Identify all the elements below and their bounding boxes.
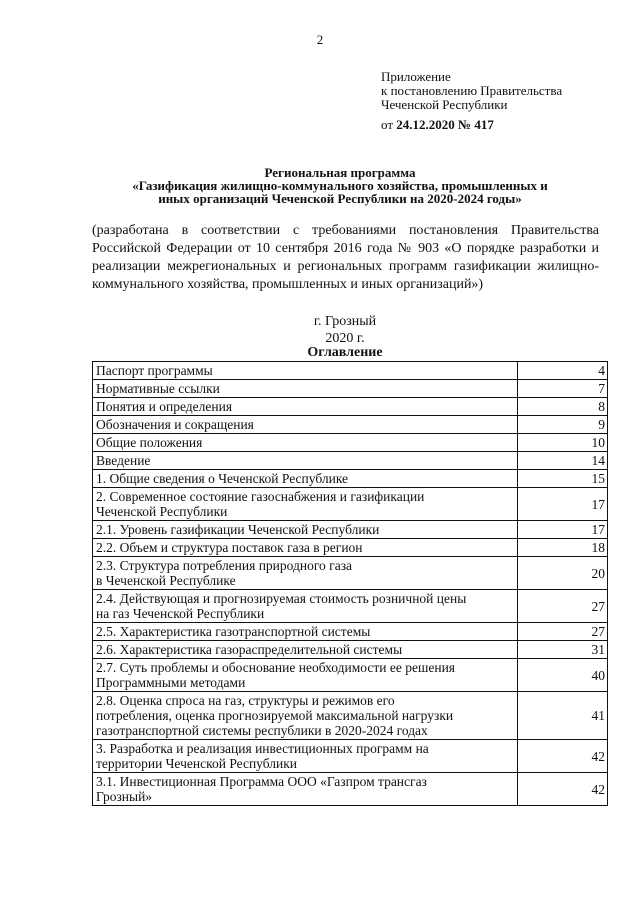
toc-row: [93, 470, 608, 488]
appendix-line-2: к постановлению Правительства: [381, 83, 563, 98]
toc-entry-page: 9: [518, 416, 608, 434]
toc-entry-page: 18: [518, 539, 608, 557]
toc-row: [93, 539, 608, 557]
toc-entry-title: [93, 641, 518, 659]
toc-table: [92, 361, 608, 806]
toc-entry-line: потребления, оценка прогнозируемой максимальной нагрузки: [96, 708, 454, 723]
program-title-line-1: Региональная программа: [264, 165, 416, 180]
toc-entry-line: Грозный»: [96, 789, 153, 804]
toc-entry-line: 3.1. Инвестиционная Программа ООО «Газпром трансгаз: [96, 774, 427, 789]
toc-row: [93, 659, 608, 692]
toc-entry-line: Нормативные ссылки: [96, 381, 220, 396]
toc-row: [93, 488, 608, 521]
toc-entry-title: [93, 557, 518, 590]
toc-entry-line: Программными методами: [96, 675, 246, 690]
toc-entry-line: 3. Разработка и реализация инвестиционных программ на: [96, 741, 429, 756]
toc-entry-page: 10: [518, 434, 608, 452]
appendix-date-prefix: от: [381, 117, 397, 132]
toc-entry-line: Чеченской Республики: [96, 504, 228, 519]
toc-entry-title: [93, 416, 518, 434]
toc-row: [93, 623, 608, 641]
toc-row: [93, 590, 608, 623]
toc-entry-title: [93, 362, 518, 380]
toc-entry-page: 42: [518, 740, 608, 773]
place-and-year: [0, 313, 640, 347]
toc-entry-title: [93, 623, 518, 641]
toc-entry-line: газотранспортной системы республики в 2020-2024 годах: [96, 723, 428, 738]
toc-entry-title: [93, 521, 518, 539]
toc-entry-line: 2.4. Действующая и прогнозируемая стоимость розничной цены: [96, 591, 467, 606]
appendix-line-3: Чеченской Республики: [381, 97, 508, 112]
toc-row: [93, 557, 608, 590]
toc-row: [93, 452, 608, 470]
toc-entry-title: [93, 452, 518, 470]
year: 2020 г.: [325, 331, 365, 346]
toc-row: [93, 692, 608, 740]
toc-entry-line: Паспорт программы: [96, 363, 213, 378]
program-title: [60, 166, 620, 205]
toc-entry-line: 1. Общие сведения о Чеченской Республике: [96, 471, 349, 486]
toc-entry-line: 2.5. Характеристика газотранспортной системы: [96, 624, 371, 639]
toc-row: [93, 398, 608, 416]
toc-entry-line: территории Чеченской Республики: [96, 756, 298, 771]
toc-row: [93, 521, 608, 539]
toc-entry-page: 42: [518, 773, 608, 806]
toc-row: [93, 740, 608, 773]
toc-entry-page: 20: [518, 557, 608, 590]
toc-entry-line: 2. Современное состояние газоснабжения и газификации: [96, 489, 425, 504]
toc-entry-page: 27: [518, 590, 608, 623]
toc-row: [93, 380, 608, 398]
city: г. Грозный: [313, 314, 377, 329]
toc-entry-page: 14: [518, 452, 608, 470]
toc-entry-title: [93, 470, 518, 488]
toc-entry-line: на газ Чеченской Республики: [96, 606, 265, 621]
toc-entry-title: [93, 692, 518, 740]
toc-row: [93, 773, 608, 806]
toc-entry-title: [93, 380, 518, 398]
toc-entry-title: [93, 434, 518, 452]
toc-entry-line: Введение: [96, 453, 151, 468]
toc-entry-page: 17: [518, 488, 608, 521]
toc-entry-page: 15: [518, 470, 608, 488]
toc-entry-title: [93, 773, 518, 806]
appendix-date: [381, 118, 562, 132]
basis-paragraph: [92, 222, 599, 294]
toc-entry-title: [93, 659, 518, 692]
toc-entry-title: [93, 398, 518, 416]
toc-entry-line: 2.3. Структура потребления природного газа: [96, 558, 353, 573]
basis-text: (разработана в соответствии с требованиями постановления Правительства Российской Федерации от 10 сентября 2016 года № 903 «О порядке разработки и реализации межрегиональных и региональных программ газификации жилищно-коммунального хозяйства, промышленных и иных организаций»): [92, 223, 599, 292]
toc-row: [93, 362, 608, 380]
toc-entry-line: Понятия и определения: [96, 399, 233, 414]
toc-entry-line: 2.6. Характеристика газораспределительной системы: [96, 642, 403, 657]
toc-entry-page: 40: [518, 659, 608, 692]
toc-entry-line: 2.7. Суть проблемы и обоснование необходимости ее решения: [96, 660, 456, 675]
toc-entry-line: 2.2. Объем и структура поставок газа в регион: [96, 540, 363, 555]
appendix-block: [381, 70, 562, 132]
toc-entry-line: Общие положения: [96, 435, 203, 450]
toc-entry-title: [93, 488, 518, 521]
toc-entry-page: 7: [518, 380, 608, 398]
appendix-date-value: 24.12.2020 № 417: [396, 117, 494, 132]
toc-row: [93, 641, 608, 659]
toc-entry-page: 27: [518, 623, 608, 641]
toc-entry-line: в Чеченской Республике: [96, 573, 236, 588]
toc-entry-page: 31: [518, 641, 608, 659]
toc-entry-line: 2.1. Уровень газификации Чеченской Республики: [96, 522, 380, 537]
program-title-line-2: «Газификация жилищно-коммунального хозяйства, промышленных и: [132, 178, 548, 193]
toc-heading: Оглавление: [307, 345, 383, 360]
program-title-line-3: иных организаций Чеченской Республики на 2020-2024 годы»: [158, 191, 522, 206]
toc-entry-title: [93, 590, 518, 623]
toc-entry-page: 4: [518, 362, 608, 380]
page-number: 2: [316, 32, 324, 47]
toc-entry-title: [93, 740, 518, 773]
toc-entry-page: 41: [518, 692, 608, 740]
toc-entry-page: 17: [518, 521, 608, 539]
toc-entry-title: [93, 539, 518, 557]
appendix-line-1: Приложение: [381, 69, 451, 84]
toc-row: [93, 434, 608, 452]
toc-entry-page: 8: [518, 398, 608, 416]
toc-entry-line: Обозначения и сокращения: [96, 417, 254, 432]
toc-row: [93, 416, 608, 434]
toc-entry-line: 2.8. Оценка спроса на газ, структуры и режимов его: [96, 693, 395, 708]
